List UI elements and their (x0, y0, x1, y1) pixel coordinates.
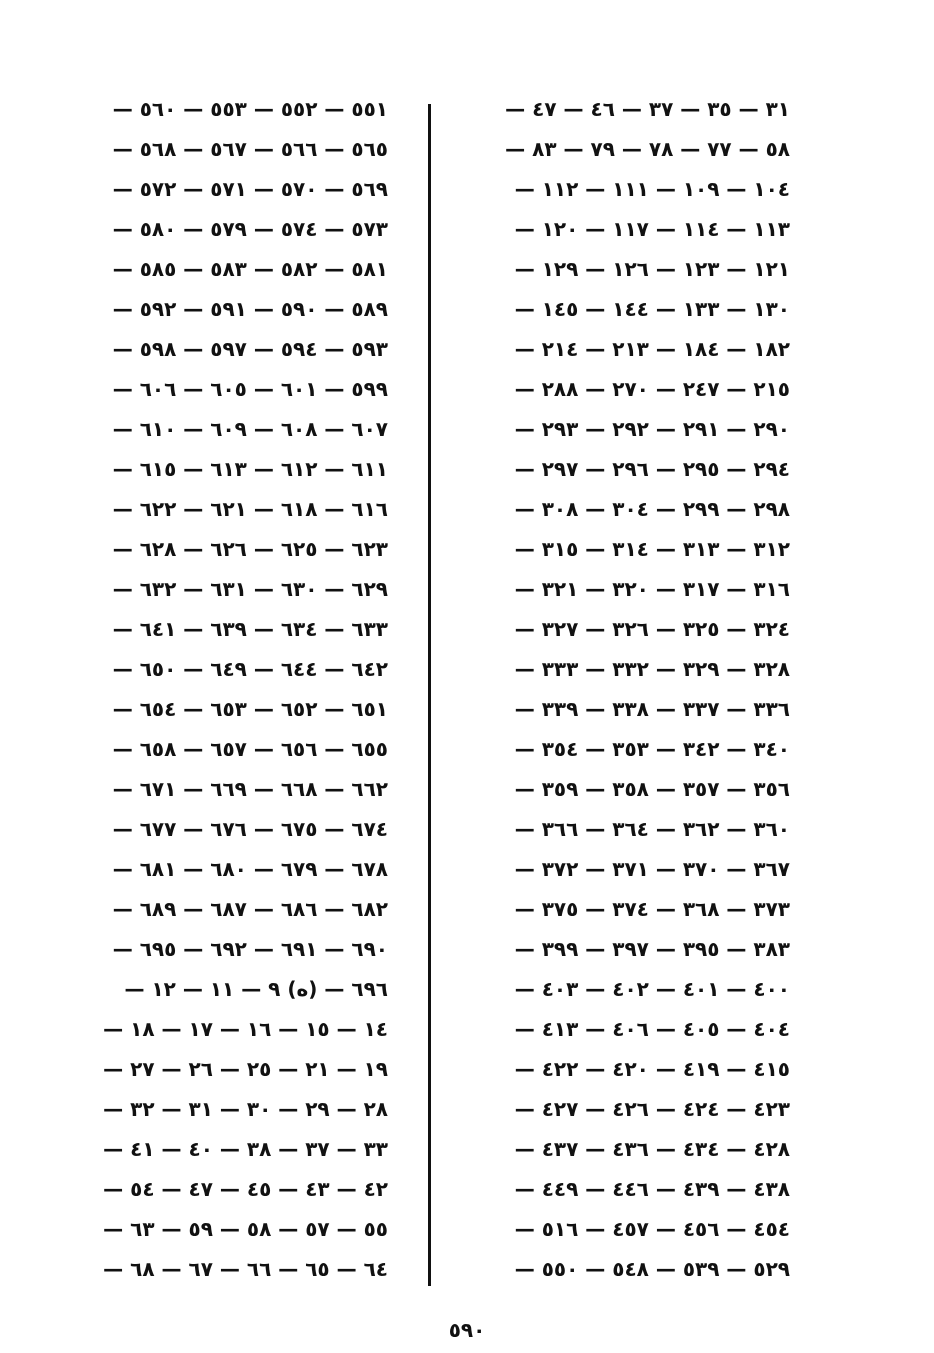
index-row: ٥٦٩ — ٥٧٠ — ٥٧١ — ٥٧٢ — (112, 177, 388, 201)
index-row: ١٩ — ٢١ — ٢٥ — ٢٦ — ٢٧ — (103, 1057, 388, 1081)
index-row: ٤٠٠ — ٤٠١ — ٤٠٢ — ٤٠٣ — (514, 977, 790, 1001)
index-row: ٣٢٨ — ٣٢٩ — ٣٣٢ — ٣٣٣ — (514, 657, 790, 681)
index-row: ٤٣٨ — ٤٣٩ — ٤٤٦ — ٤٤٩ — (514, 1177, 790, 1201)
index-row: ١٤ — ١٥ — ١٦ — ١٧ — ١٨ — (103, 1017, 388, 1041)
index-row: ٦٧٨ — ٦٧٩ — ٦٨٠ — ٦٨١ — (112, 857, 388, 881)
index-row: ٦٦٢ — ٦٦٨ — ٦٦٩ — ٦٧١ — (112, 777, 388, 801)
index-row: ٢١٥ — ٢٤٧ — ٢٧٠ — ٢٨٨ — (514, 377, 790, 401)
index-row: ٤٥٤ — ٤٥٦ — ٤٥٧ — ٥١٦ — (514, 1217, 790, 1241)
index-row: ٣٦٠ — ٣٦٢ — ٣٦٤ — ٣٦٦ — (514, 817, 790, 841)
index-row: ٤٢ — ٤٣ — ٤٥ — ٤٧ — ٥٤ — (103, 1177, 388, 1201)
index-row: ٣٢٤ — ٣٢٥ — ٣٢٦ — ٣٢٧ — (514, 617, 790, 641)
index-row: ٥٨ — ٧٧ — ٧٨ — ٧٩ — ٨٣ — (505, 137, 790, 161)
index-row: ٣٦٧ — ٣٧٠ — ٣٧١ — ٣٧٢ — (514, 857, 790, 881)
index-row: ٦٣٣ — ٦٣٤ — ٦٣٩ — ٦٤١ — (112, 617, 388, 641)
index-row: ٥٩٣ — ٥٩٤ — ٥٩٧ — ٥٩٨ — (112, 337, 388, 361)
index-row: ٦٤٢ — ٦٤٤ — ٦٤٩ — ٦٥٠ — (112, 657, 388, 681)
index-row: ٣١٦ — ٣١٧ — ٣٢٠ — ٣٢١ — (514, 577, 790, 601)
index-row: ٥٦٥ — ٥٦٦ — ٥٦٧ — ٥٦٨ — (112, 137, 388, 161)
index-row: ٤٢٨ — ٤٣٤ — ٤٣٦ — ٤٣٧ — (514, 1137, 790, 1161)
index-row: ٢٩٤ — ٢٩٥ — ٢٩٦ — ٢٩٧ — (514, 457, 790, 481)
index-row: ٦٥١ — ٦٥٢ — ٦٥٣ — ٦٥٤ — (112, 697, 388, 721)
index-row: ٦١٦ — ٦١٨ — ٦٢١ — ٦٢٢ — (112, 497, 388, 521)
index-row: ٣١٢ — ٣١٣ — ٣١٤ — ٣١٥ — (514, 537, 790, 561)
index-row: ١٨٢ — ١٨٤ — ٢١٣ — ٢١٤ — (514, 337, 790, 361)
index-row: ٣٨٣ — ٣٩٥ — ٣٩٧ — ٣٩٩ — (514, 937, 790, 961)
index-row: ٥٨١ — ٥٨٢ — ٥٨٣ — ٥٨٥ — (112, 257, 388, 281)
index-row: ٦٢٣ — ٦٢٥ — ٦٢٦ — ٦٢٨ — (112, 537, 388, 561)
index-row: ٢٩٠ — ٢٩١ — ٢٩٢ — ٢٩٣ — (514, 417, 790, 441)
index-row: ٣١ — ٣٥ — ٣٧ — ٤٦ — ٤٧ — (505, 97, 790, 121)
index-row: ١١٣ — ١١٤ — ١١٧ — ١٢٠ — (514, 217, 790, 241)
index-row: ٣٧٣ — ٣٦٨ — ٣٧٤ — ٣٧٥ — (514, 897, 790, 921)
column-divider (428, 104, 431, 1286)
index-row: ٤١٥ — ٤١٩ — ٤٢٠ — ٤٢٢ — (514, 1057, 790, 1081)
index-row: ٥٩٩ — ٦٠١ — ٦٠٥ — ٦٠٦ — (112, 377, 388, 401)
index-row: ٦٧٤ — ٦٧٥ — ٦٧٦ — ٦٧٧ — (112, 817, 388, 841)
index-row: ٥٥ — ٥٧ — ٥٨ — ٥٩ — ٦٣ — (103, 1217, 388, 1241)
index-row: ٦٢٩ — ٦٣٠ — ٦٣١ — ٦٣٢ — (112, 577, 388, 601)
index-row: ٣٣٦ — ٣٣٧ — ٣٣٨ — ٣٣٩ — (514, 697, 790, 721)
index-row: ٦٩٦ — (ه) ٩ — ١١ — ١٢ — (124, 977, 388, 1001)
index-row: ٤٢٣ — ٤٢٤ — ٤٢٦ — ٤٢٧ — (514, 1097, 790, 1121)
index-row: ١٣٠ — ١٣٣ — ١٤٤ — ١٤٥ — (514, 297, 790, 321)
index-row: ٦٠٧ — ٦٠٨ — ٦٠٩ — ٦١٠ — (112, 417, 388, 441)
index-row: ٢٩٨ — ٢٩٩ — ٣٠٤ — ٣٠٨ — (514, 497, 790, 521)
index-row: ٤٠٤ — ٤٠٥ — ٤٠٦ — ٤١٣ — (514, 1017, 790, 1041)
index-row: ٣٣ — ٣٧ — ٣٨ — ٤٠ — ٤١ — (103, 1137, 388, 1161)
index-row: ٥٢٩ — ٥٣٩ — ٥٤٨ — ٥٥٠ — (514, 1257, 790, 1281)
index-row: ٦١١ — ٦١٢ — ٦١٣ — ٦١٥ — (112, 457, 388, 481)
index-row: ١٢١ — ١٢٣ — ١٢٦ — ١٢٩ — (514, 257, 790, 281)
page-number: ٥٩٠ (448, 1318, 486, 1342)
index-row: ٦٩٠ — ٦٩١ — ٦٩٢ — ٦٩٥ — (112, 937, 388, 961)
left-number-column (70, 96, 388, 1296)
index-row: ٦٤ — ٦٥ — ٦٦ — ٦٧ — ٦٨ — (103, 1257, 388, 1281)
index-row: ٦٥٥ — ٦٥٦ — ٦٥٧ — ٦٥٨ — (112, 737, 388, 761)
index-row: ٥٨٩ — ٥٩٠ — ٥٩١ — ٥٩٢ — (112, 297, 388, 321)
index-row: ٢٨ — ٢٩ — ٣٠ — ٣١ — ٣٢ — (103, 1097, 388, 1121)
index-row: ٣٥٦ — ٣٥٧ — ٣٥٨ — ٣٥٩ — (514, 777, 790, 801)
index-row: ٥٥١ — ٥٥٢ — ٥٥٣ — ٥٦٠ — (112, 97, 388, 121)
index-row: ٣٤٠ — ٣٤٢ — ٣٥٣ — ٣٥٤ — (514, 737, 790, 761)
index-row: ٦٨٢ — ٦٨٦ — ٦٨٧ — ٦٨٩ — (112, 897, 388, 921)
right-number-column (460, 96, 790, 1296)
index-row: ٥٧٣ — ٥٧٤ — ٥٧٩ — ٥٨٠ — (112, 217, 388, 241)
index-row: ١٠٤ — ١٠٩ — ١١١ — ١١٢ — (514, 177, 790, 201)
